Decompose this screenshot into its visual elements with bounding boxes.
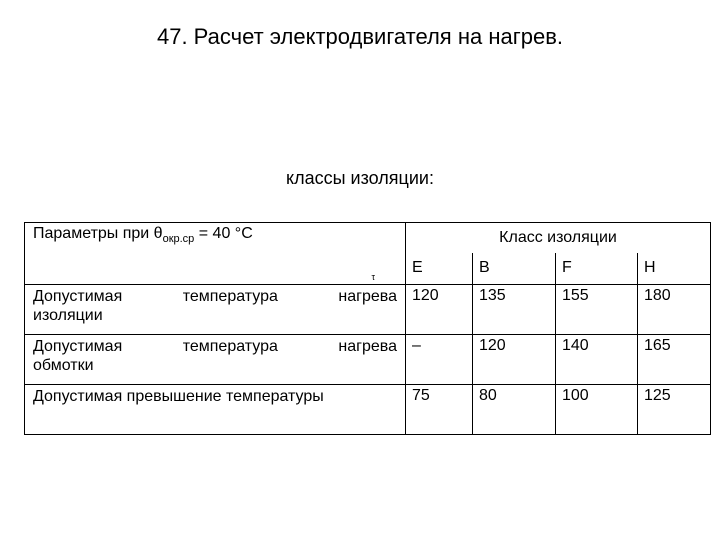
class-f: F bbox=[556, 253, 638, 285]
table-cell: 75 bbox=[406, 385, 473, 435]
row-label: Допустимая температура нагрева обмотки bbox=[25, 335, 406, 385]
table-cell: 125 bbox=[638, 385, 711, 435]
table-header-row bbox=[25, 223, 711, 253]
table-cell: 120 bbox=[473, 335, 556, 385]
table-row bbox=[25, 385, 711, 435]
table-cell: 120 bbox=[406, 285, 473, 335]
row-label: Допустимая температура нагрева изоляции bbox=[25, 285, 406, 335]
table-cell: 135 bbox=[473, 285, 556, 335]
table-cell: 140 bbox=[556, 335, 638, 385]
slide-title: 47. Расчет электродвигателя на нагрев. bbox=[156, 24, 563, 49]
class-h: H bbox=[638, 253, 711, 285]
table-cell: – bbox=[406, 335, 473, 385]
table-cell: 100 bbox=[556, 385, 638, 435]
table-cell: 155 bbox=[556, 285, 638, 335]
parameters-header: Параметры при $\theta_{окр.ср} = 40$ °С bbox=[33, 225, 253, 246]
class-b: B bbox=[473, 253, 556, 285]
class-e: E bbox=[406, 253, 473, 285]
table-cell: 165 bbox=[638, 335, 711, 385]
stray-mark: τ bbox=[371, 272, 375, 282]
table-row bbox=[25, 285, 711, 335]
row-label: Допустимая превышение температуры bbox=[25, 385, 406, 435]
slide-subtitle: классы изоляции: bbox=[286, 168, 434, 188]
insulation-class-table bbox=[24, 222, 711, 435]
table-row bbox=[25, 335, 711, 385]
parameters-header-cell bbox=[25, 223, 406, 285]
table-cell: 180 bbox=[638, 285, 711, 335]
table-cell: 80 bbox=[473, 385, 556, 435]
class-header-cell: Класс изоляции bbox=[406, 223, 711, 253]
